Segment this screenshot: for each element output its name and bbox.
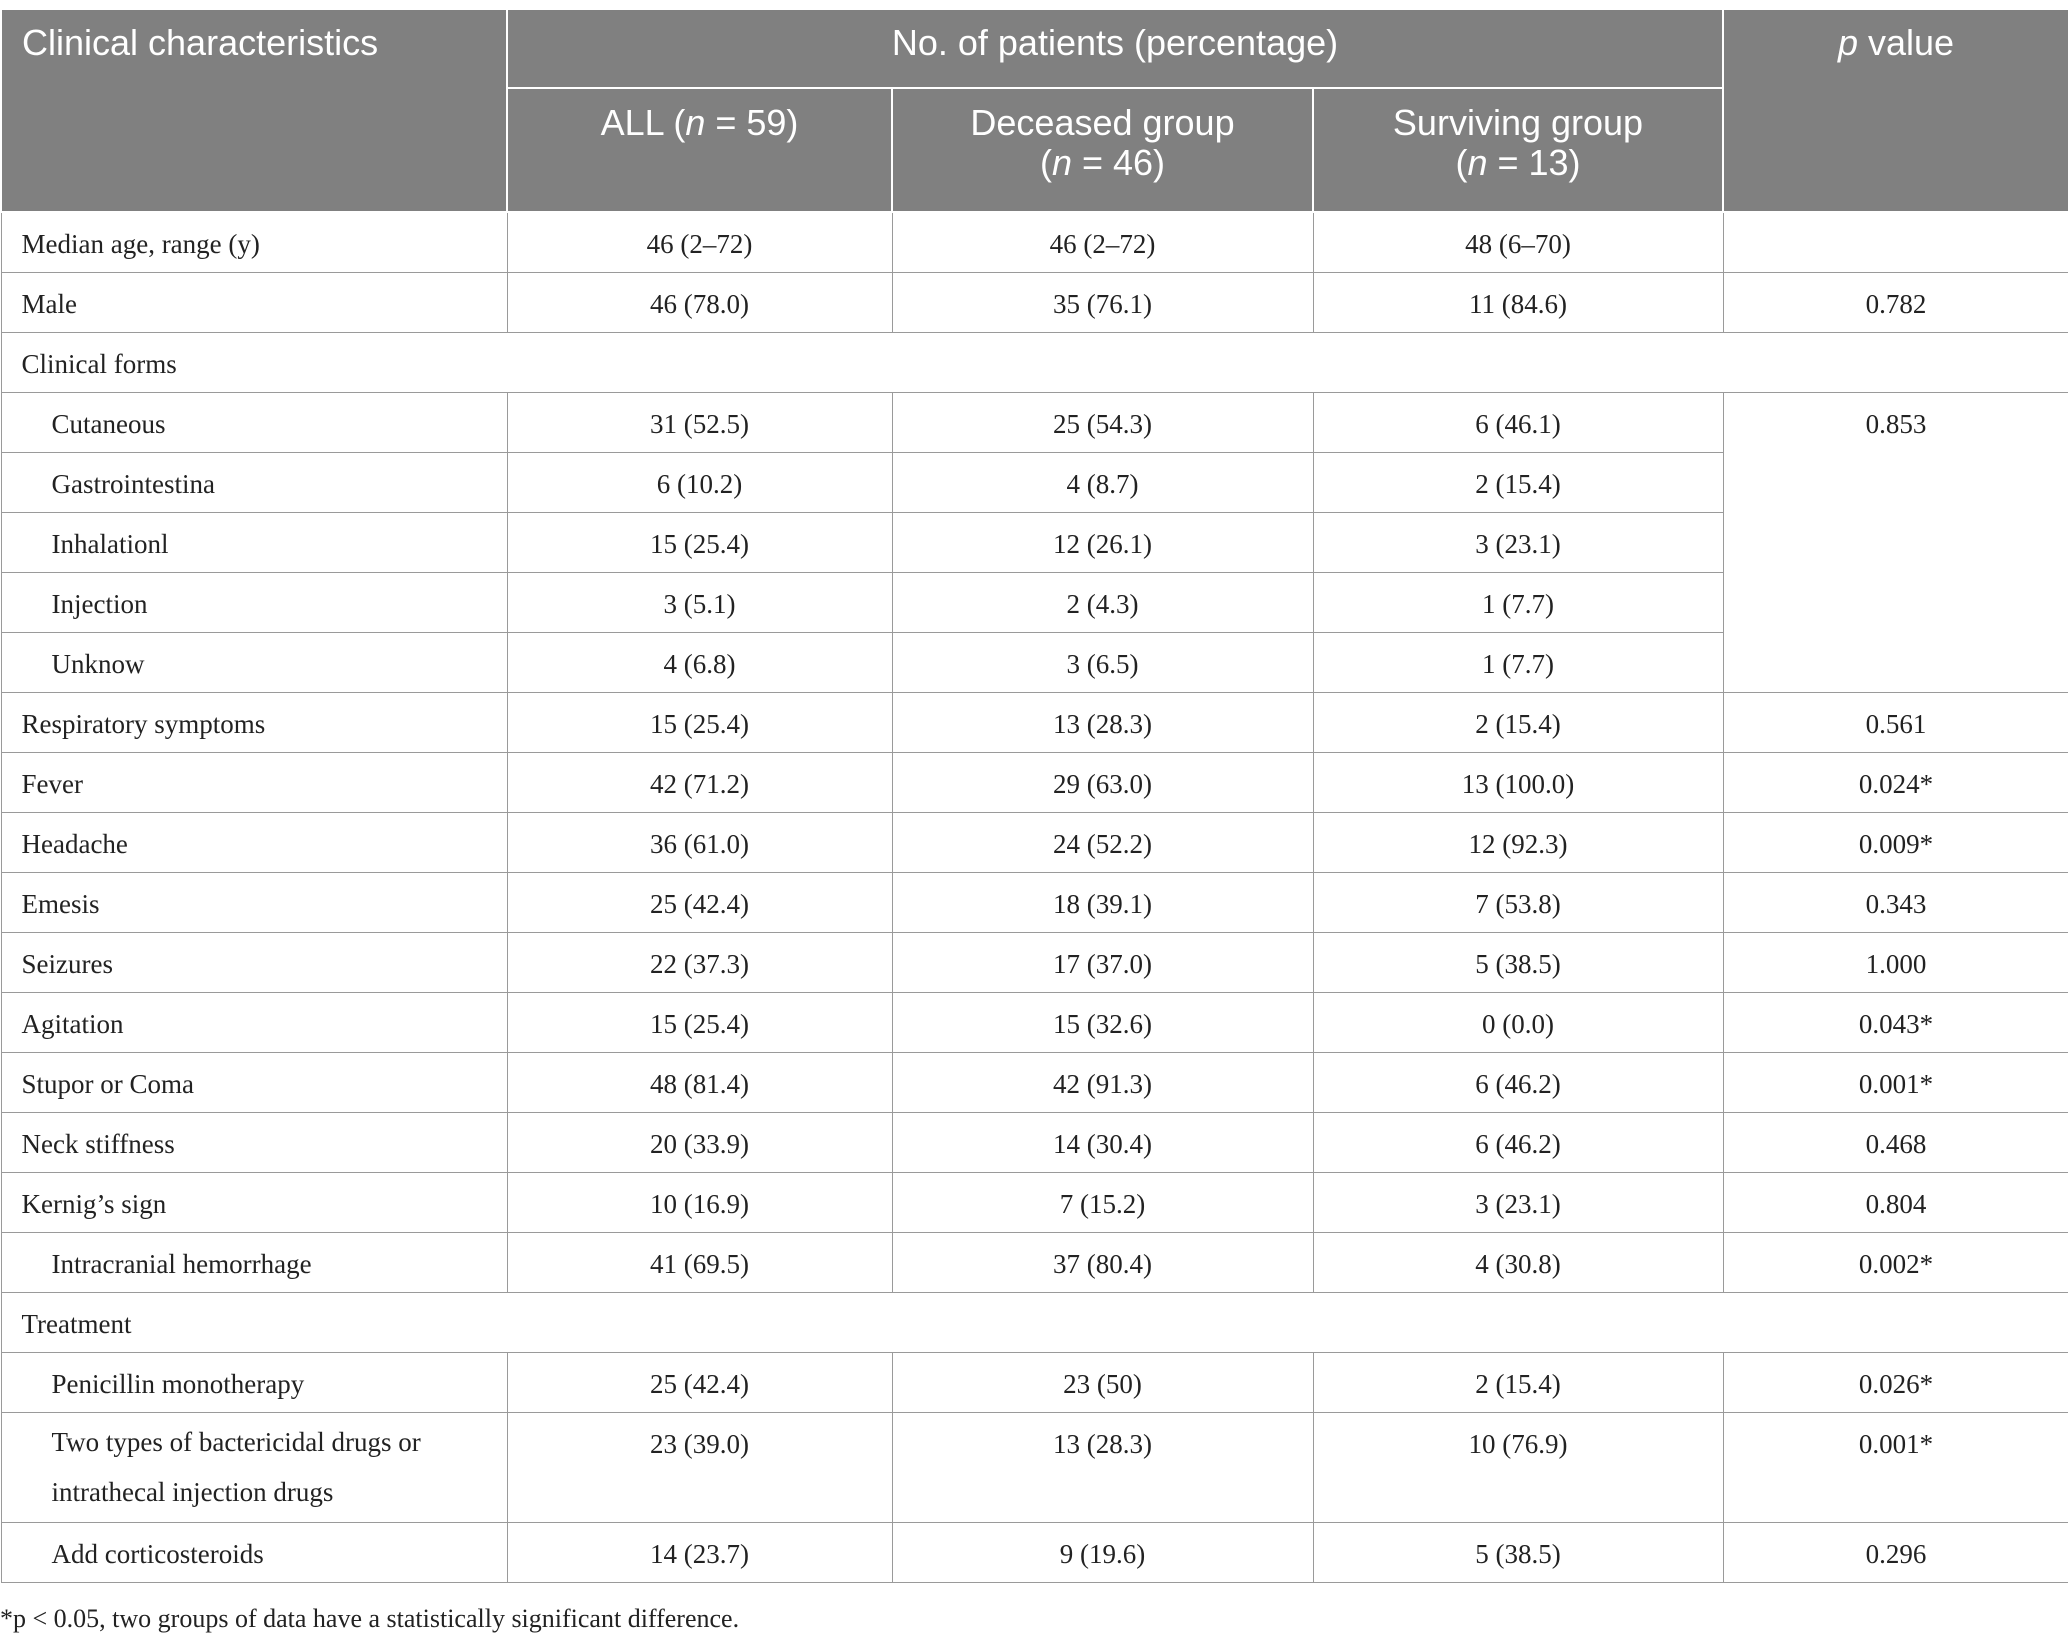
cell-all: 20 (33.9) bbox=[507, 1112, 892, 1172]
cell-p: 0.782 bbox=[1723, 272, 2068, 332]
cell-all: 14 (23.7) bbox=[507, 1522, 892, 1582]
cell-all: 15 (25.4) bbox=[507, 992, 892, 1052]
row-label: Unknow bbox=[1, 632, 507, 692]
cell-surviving: 4 (30.8) bbox=[1313, 1232, 1723, 1292]
table-row bbox=[1, 1412, 2068, 1522]
row-label: Penicillin monotherapy bbox=[1, 1352, 507, 1412]
cell-p: 0.804 bbox=[1723, 1172, 2068, 1232]
table-row bbox=[1, 272, 2068, 332]
row-label: Agitation bbox=[1, 992, 507, 1052]
cell-surviving: 48 (6–70) bbox=[1313, 212, 1723, 272]
cell-p bbox=[1723, 212, 2068, 272]
table-row bbox=[1, 872, 2068, 932]
cell-surviving: 11 (84.6) bbox=[1313, 272, 1723, 332]
cell-surviving: 13 (100.0) bbox=[1313, 752, 1723, 812]
table-row bbox=[1, 932, 2068, 992]
cell-deceased: 25 (54.3) bbox=[892, 392, 1313, 452]
cell-deceased: 14 (30.4) bbox=[892, 1112, 1313, 1172]
cell-deceased: 4 (8.7) bbox=[892, 452, 1313, 512]
table-row-section bbox=[1, 1292, 2068, 1352]
cell-all: 6 (10.2) bbox=[507, 452, 892, 512]
cell-p: 0.026* bbox=[1723, 1352, 2068, 1412]
header-p-value: p value bbox=[1723, 9, 2068, 212]
cell-p: 0.468 bbox=[1723, 1112, 2068, 1172]
cell-deceased: 35 (76.1) bbox=[892, 272, 1313, 332]
cell-deceased: 9 (19.6) bbox=[892, 1522, 1313, 1582]
cell-surviving: 6 (46.1) bbox=[1313, 392, 1723, 452]
cell-surviving: 1 (7.7) bbox=[1313, 632, 1723, 692]
cell-deceased: 13 (28.3) bbox=[892, 692, 1313, 752]
cell-p: 0.853 bbox=[1723, 392, 2068, 692]
cell-all: 4 (6.8) bbox=[507, 632, 892, 692]
row-label: Intracranial hemorrhage bbox=[1, 1232, 507, 1292]
cell-p: 0.561 bbox=[1723, 692, 2068, 752]
table-row bbox=[1, 212, 2068, 272]
cell-deceased: 15 (32.6) bbox=[892, 992, 1313, 1052]
table-row bbox=[1, 752, 2068, 812]
cell-p: 1.000 bbox=[1723, 932, 2068, 992]
cell-deceased: 3 (6.5) bbox=[892, 632, 1313, 692]
cell-p: 0.296 bbox=[1723, 1522, 2068, 1582]
cell-p: 0.001* bbox=[1723, 1412, 2068, 1522]
cell-p: 0.343 bbox=[1723, 872, 2068, 932]
cell-all: 15 (25.4) bbox=[507, 692, 892, 752]
row-label: Male bbox=[1, 272, 507, 332]
cell-deceased: 13 (28.3) bbox=[892, 1412, 1313, 1522]
header-deceased: Deceased group (n = 46) bbox=[892, 88, 1313, 212]
cell-surviving: 3 (23.1) bbox=[1313, 1172, 1723, 1232]
row-label: Headache bbox=[1, 812, 507, 872]
cell-deceased: 37 (80.4) bbox=[892, 1232, 1313, 1292]
header-surviving: Surviving group (n = 13) bbox=[1313, 88, 1723, 212]
row-label: Median age, range (y) bbox=[1, 212, 507, 272]
row-label: Inhalationl bbox=[1, 512, 507, 572]
table-row bbox=[1, 1352, 2068, 1412]
cell-all: 36 (61.0) bbox=[507, 812, 892, 872]
cell-deceased: 12 (26.1) bbox=[892, 512, 1313, 572]
header-all: ALL (n = 59) bbox=[507, 88, 892, 212]
cell-deceased: 7 (15.2) bbox=[892, 1172, 1313, 1232]
cell-p: 0.002* bbox=[1723, 1232, 2068, 1292]
table-row bbox=[1, 392, 2068, 452]
cell-surviving: 2 (15.4) bbox=[1313, 452, 1723, 512]
row-label: Add corticosteroids bbox=[1, 1522, 507, 1582]
cell-all: 25 (42.4) bbox=[507, 872, 892, 932]
cell-deceased: 46 (2–72) bbox=[892, 212, 1313, 272]
table-row bbox=[1, 992, 2068, 1052]
cell-deceased: 23 (50) bbox=[892, 1352, 1313, 1412]
clinical-table bbox=[0, 8, 2068, 1583]
cell-surviving: 5 (38.5) bbox=[1313, 932, 1723, 992]
row-label: Stupor or Coma bbox=[1, 1052, 507, 1112]
row-label-line1: Two types of bactericidal drugs or bbox=[51, 1426, 421, 1457]
row-label: Emesis bbox=[1, 872, 507, 932]
header-clinical-characteristics: Clinical characteristics bbox=[1, 9, 507, 212]
row-label: Neck stiffness bbox=[1, 1112, 507, 1172]
section-label: Clinical forms bbox=[1, 332, 2068, 392]
cell-all: 46 (2–72) bbox=[507, 212, 892, 272]
table-row bbox=[1, 1232, 2068, 1292]
cell-surviving: 1 (7.7) bbox=[1313, 572, 1723, 632]
cell-surviving: 2 (15.4) bbox=[1313, 1352, 1723, 1412]
cell-all: 23 (39.0) bbox=[507, 1412, 892, 1522]
table-row bbox=[1, 1172, 2068, 1232]
cell-deceased: 18 (39.1) bbox=[892, 872, 1313, 932]
table-row bbox=[1, 1112, 2068, 1172]
cell-p: 0.043* bbox=[1723, 992, 2068, 1052]
table-row bbox=[1, 1522, 2068, 1582]
cell-surviving: 0 (0.0) bbox=[1313, 992, 1723, 1052]
row-label: Respiratory symptoms bbox=[1, 692, 507, 752]
row-label: Gastrointestina bbox=[1, 452, 507, 512]
cell-p: 0.001* bbox=[1723, 1052, 2068, 1112]
cell-deceased: 2 (4.3) bbox=[892, 572, 1313, 632]
cell-deceased: 29 (63.0) bbox=[892, 752, 1313, 812]
row-label: Fever bbox=[1, 752, 507, 812]
row-label: Kernig’s sign bbox=[1, 1172, 507, 1232]
cell-surviving: 2 (15.4) bbox=[1313, 692, 1723, 752]
table-row-section bbox=[1, 332, 2068, 392]
cell-surviving: 5 (38.5) bbox=[1313, 1522, 1723, 1582]
row-label: Injection bbox=[1, 572, 507, 632]
header-group: No. of patients (percentage) bbox=[507, 9, 1723, 88]
cell-surviving: 10 (76.9) bbox=[1313, 1412, 1723, 1522]
cell-deceased: 24 (52.2) bbox=[892, 812, 1313, 872]
table-row bbox=[1, 1052, 2068, 1112]
cell-all: 15 (25.4) bbox=[507, 512, 892, 572]
cell-p: 0.009* bbox=[1723, 812, 2068, 872]
cell-all: 25 (42.4) bbox=[507, 1352, 892, 1412]
cell-surviving: 3 (23.1) bbox=[1313, 512, 1723, 572]
cell-deceased: 42 (91.3) bbox=[892, 1052, 1313, 1112]
cell-all: 3 (5.1) bbox=[507, 572, 892, 632]
cell-all: 31 (52.5) bbox=[507, 392, 892, 452]
row-label: Cutaneous bbox=[1, 392, 507, 452]
cell-all: 48 (81.4) bbox=[507, 1052, 892, 1112]
table-container bbox=[0, 8, 2068, 1583]
cell-surviving: 6 (46.2) bbox=[1313, 1112, 1723, 1172]
footnote: *p < 0.05, two groups of data have a statistically significant difference. bbox=[0, 1604, 740, 1633]
cell-all: 22 (37.3) bbox=[507, 932, 892, 992]
row-label-line2: intrathecal injection drugs bbox=[51, 1476, 334, 1507]
cell-all: 42 (71.2) bbox=[507, 752, 892, 812]
cell-deceased: 17 (37.0) bbox=[892, 932, 1313, 992]
table-row bbox=[1, 692, 2068, 752]
cell-surviving: 12 (92.3) bbox=[1313, 812, 1723, 872]
cell-surviving: 6 (46.2) bbox=[1313, 1052, 1723, 1112]
section-label: Treatment bbox=[1, 1292, 2068, 1352]
row-label bbox=[1, 1412, 507, 1522]
cell-all: 46 (78.0) bbox=[507, 272, 892, 332]
cell-all: 41 (69.5) bbox=[507, 1232, 892, 1292]
cell-surviving: 7 (53.8) bbox=[1313, 872, 1723, 932]
cell-all: 10 (16.9) bbox=[507, 1172, 892, 1232]
table-row bbox=[1, 812, 2068, 872]
row-label: Seizures bbox=[1, 932, 507, 992]
cell-p: 0.024* bbox=[1723, 752, 2068, 812]
